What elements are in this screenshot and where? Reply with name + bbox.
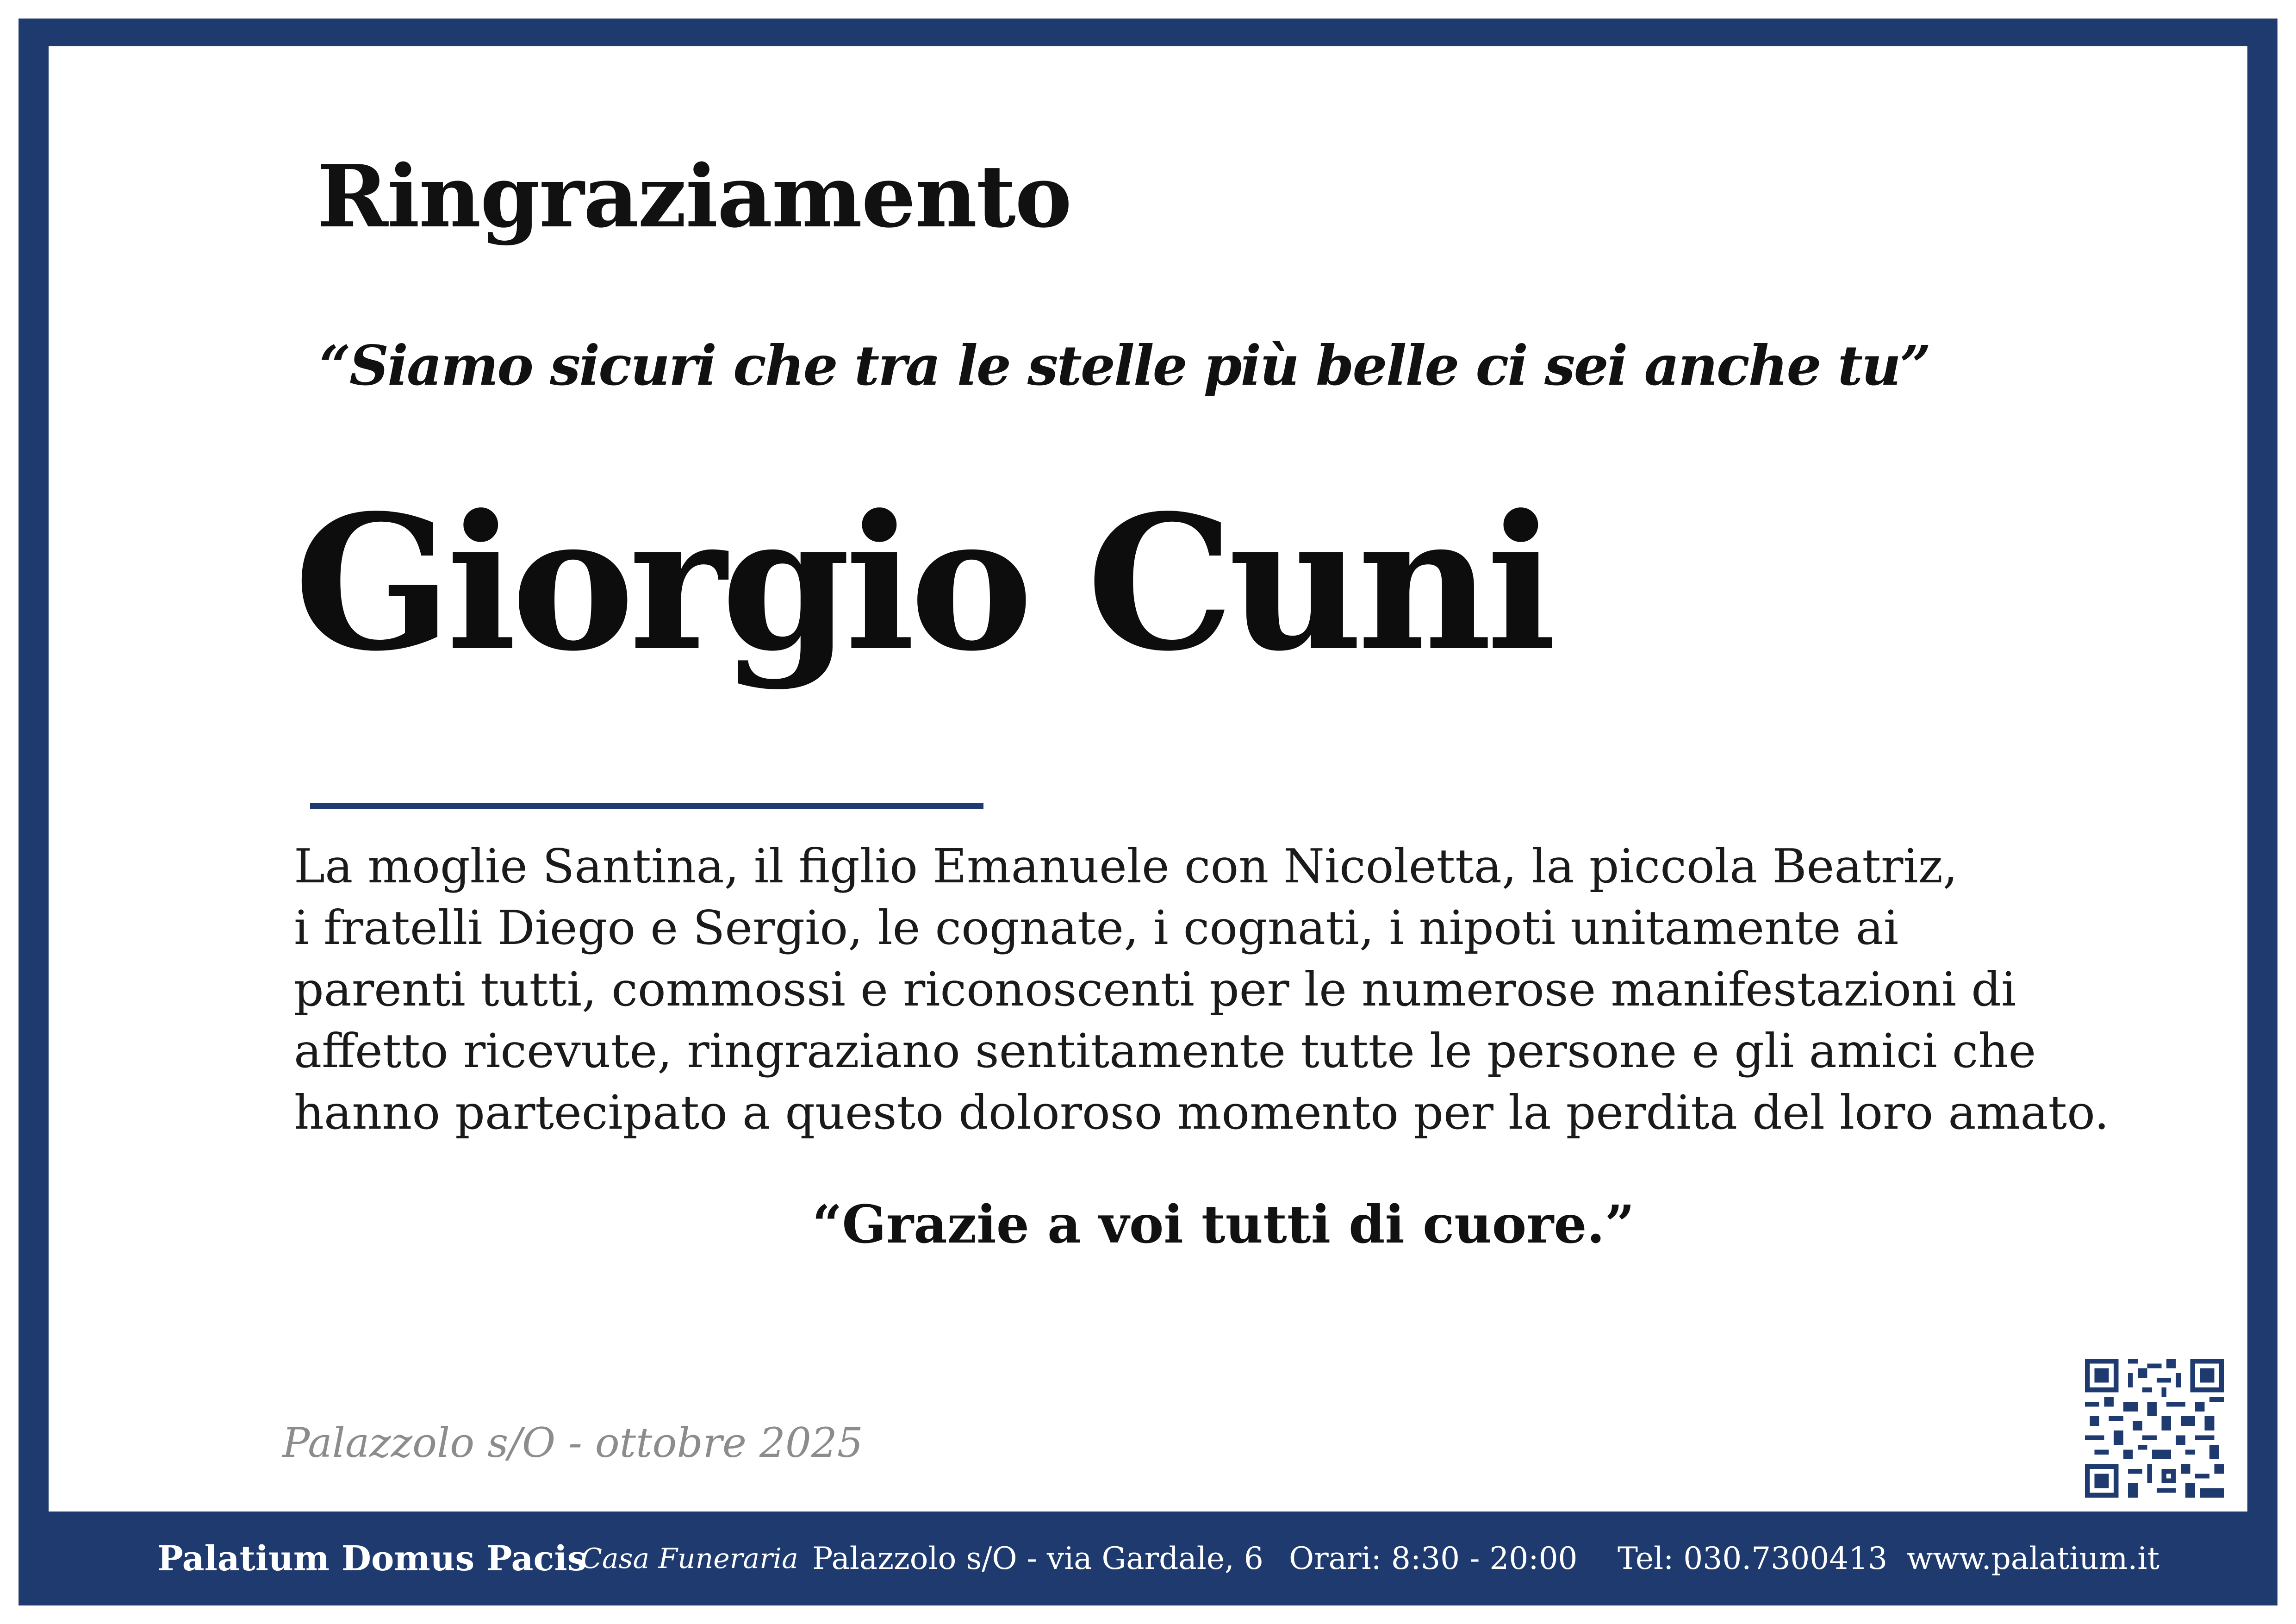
paragraph-line: affetto ricevute, ringraziano sentitamente tutte le persone e gli amici che bbox=[294, 1024, 2036, 1078]
footer-phone[interactable]: Tel: 030.7300413 bbox=[1618, 1541, 1888, 1576]
paragraph-line: parenti tutti, commossi e riconoscenti per le numerose manifestazioni di bbox=[294, 962, 2016, 1017]
footer-brand: Palatium Domus Pacis bbox=[157, 1538, 587, 1579]
place-date: Palazzolo s/O - ottobre 2025 bbox=[282, 1419, 863, 1467]
footer-bar bbox=[19, 1512, 2277, 1605]
divider-line bbox=[310, 803, 983, 809]
deceased-name: Giorgio Cuni bbox=[294, 475, 1551, 692]
footer-address: Palazzolo s/O - via Gardale, 6 bbox=[812, 1541, 1263, 1576]
epigraph-quote: “Siamo sicuri che tra le stelle più belle ci sei anche tu” bbox=[319, 333, 1930, 398]
closing-quote: “Grazie a voi tutti di cuore.” bbox=[812, 1194, 1635, 1255]
thanks-paragraph bbox=[294, 836, 2191, 1143]
paragraph-line: i fratelli Diego e Sergio, le cognate, i cognati, i nipoti unitamente ai bbox=[294, 900, 1899, 955]
qr-code-icon[interactable] bbox=[2085, 1359, 2224, 1498]
paragraph-line: hanno partecipato a questo doloroso momento per la perdita del loro amato. bbox=[294, 1085, 2109, 1140]
footer-subtitle: Casa Funeraria bbox=[581, 1542, 798, 1575]
notice-panel bbox=[49, 46, 2247, 1512]
footer-website-link[interactable]: www.palatium.it bbox=[1907, 1541, 2160, 1576]
notice-heading: Ringraziamento bbox=[317, 146, 1071, 247]
notice-frame bbox=[19, 19, 2277, 1605]
footer-hours: Orari: 8:30 - 20:00 bbox=[1289, 1541, 1578, 1576]
paragraph-line: La moglie Santina, il figlio Emanuele con Nicoletta, la piccola Beatriz, bbox=[294, 839, 1958, 893]
